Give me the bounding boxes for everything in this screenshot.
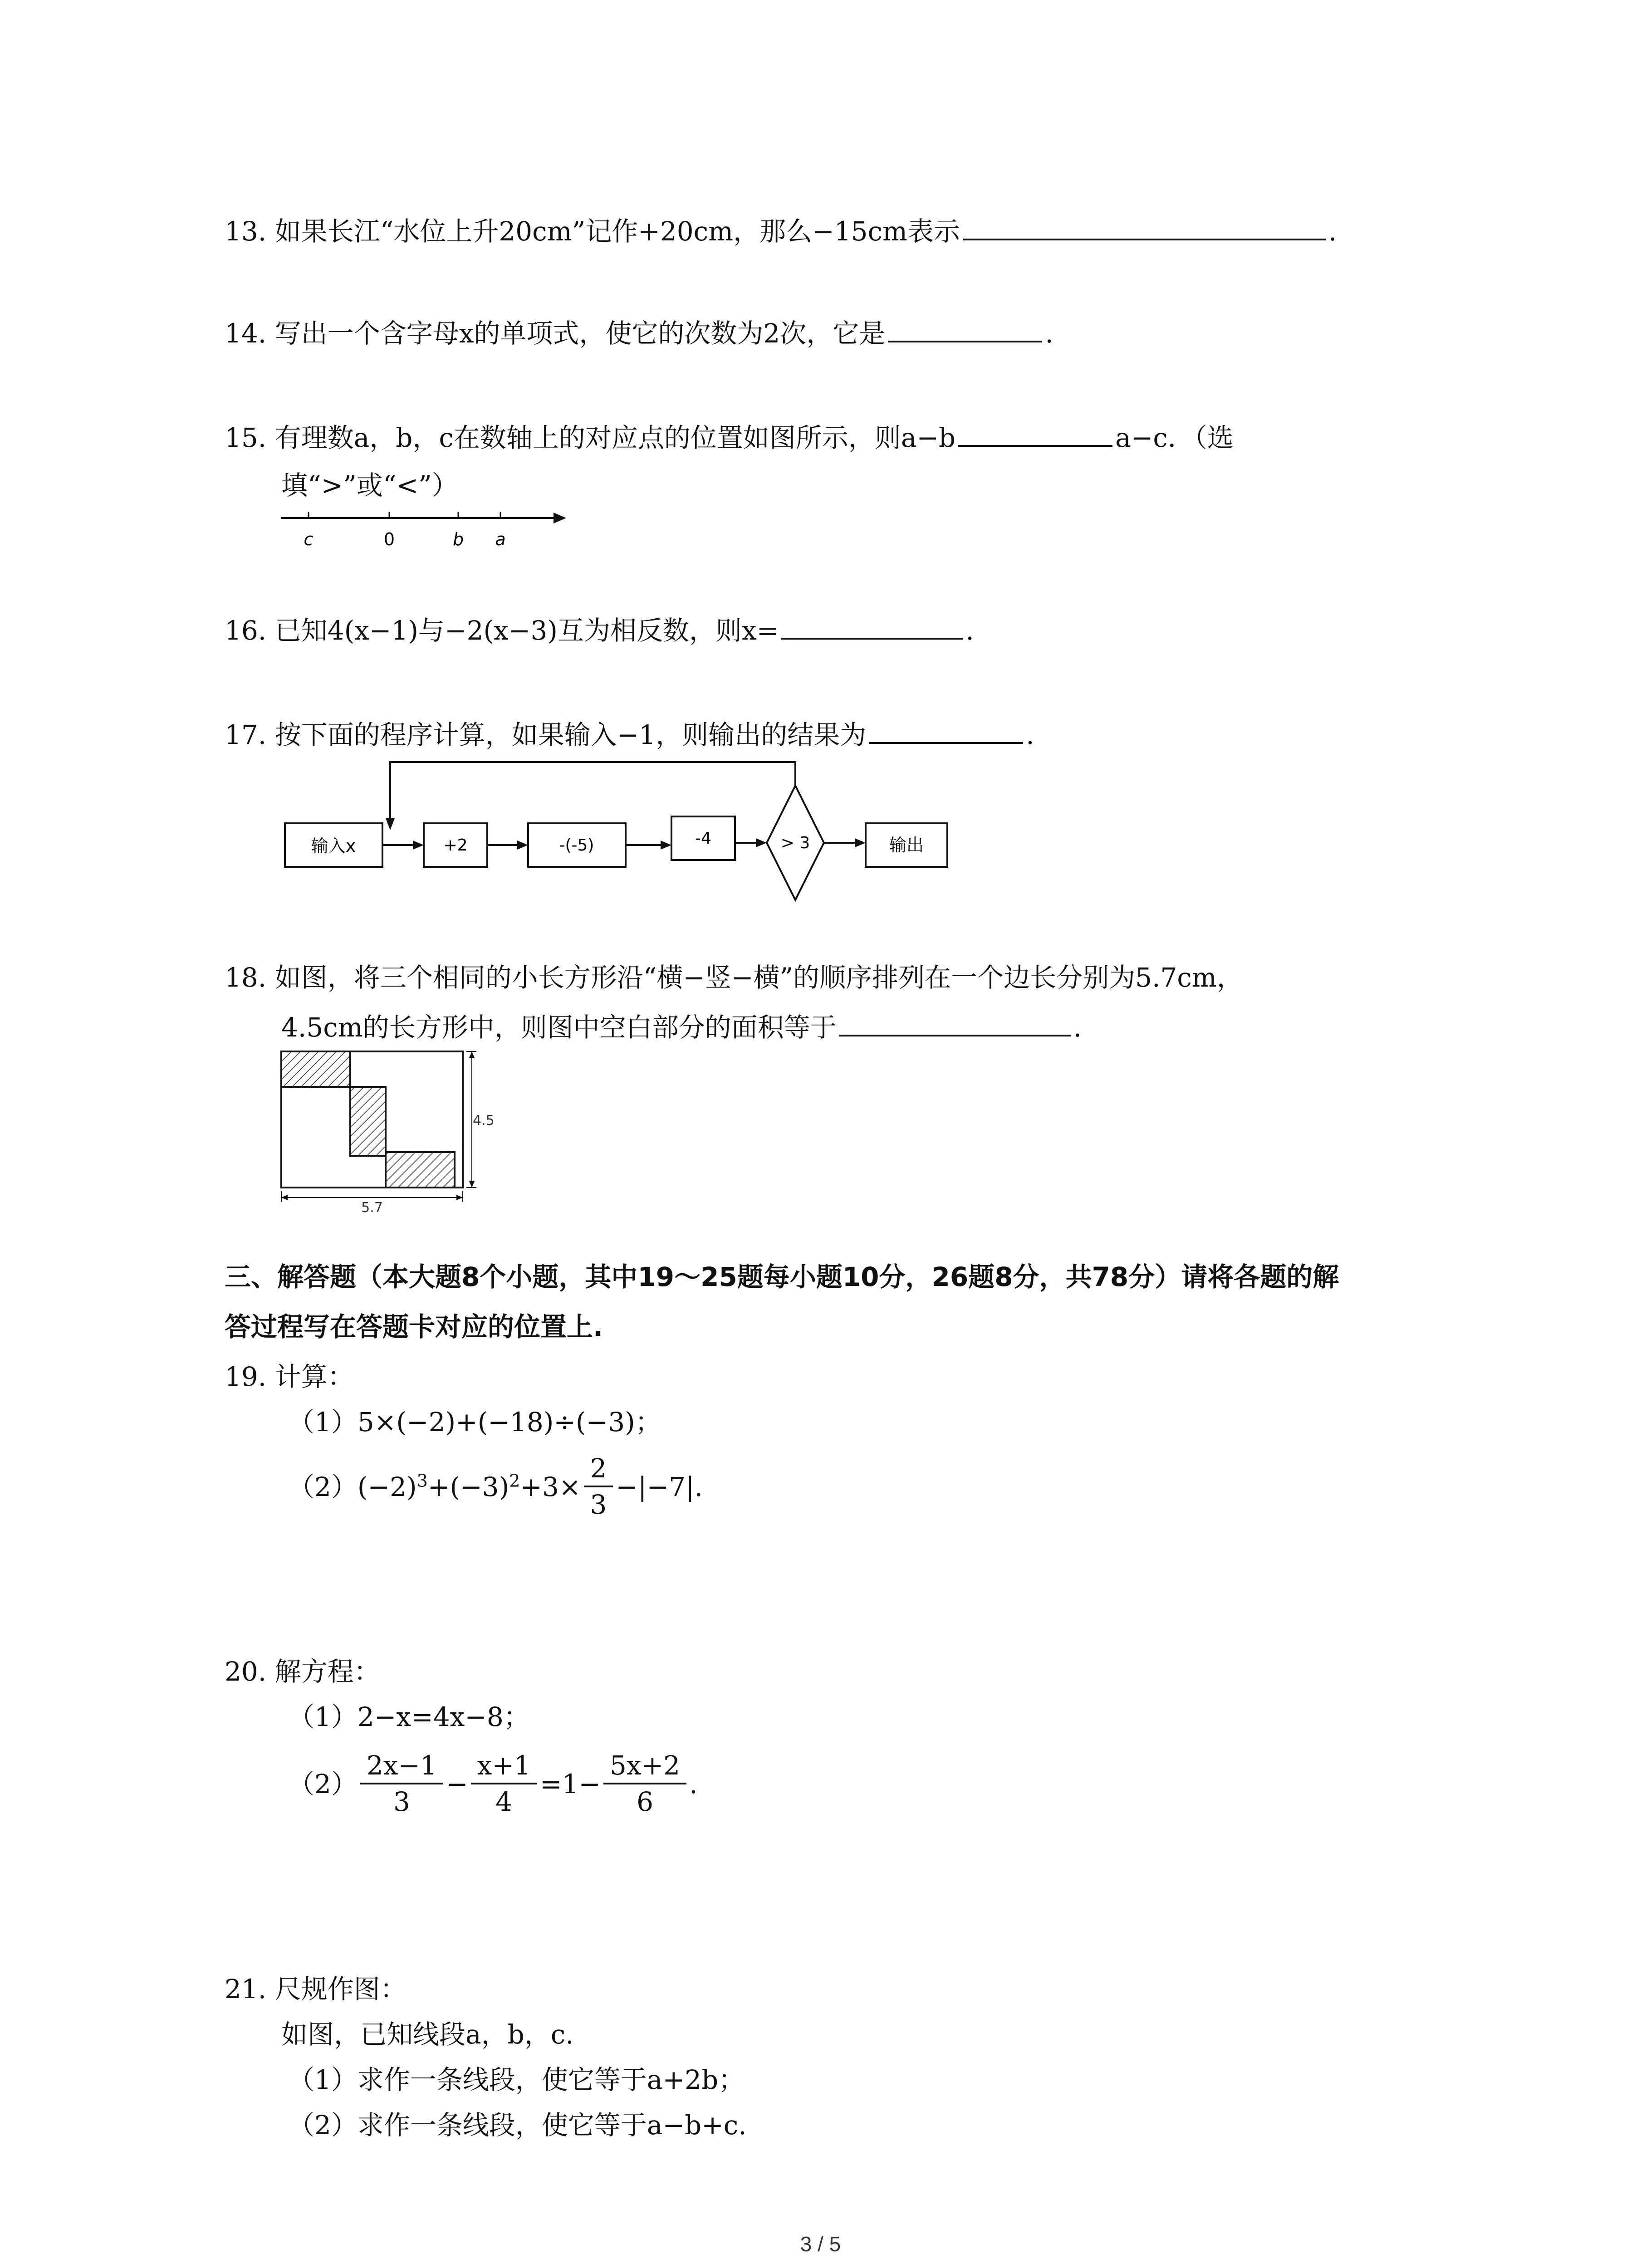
small-rect-vertical [350,1087,386,1156]
q15-text: 有理数a，b，c在数轴上的对应点的位置如图所示，则a−b [274,422,956,453]
q19-title: 计算： [274,1361,354,1392]
q15-answer-blank[interactable] [958,420,1112,447]
flow-step2-label: -(-5) [559,836,594,855]
rectangle-figure [277,1048,495,1216]
q20-title: 解方程： [274,1656,380,1687]
width-dimension-label: 5.7 [361,1200,383,1216]
q17-answer-blank[interactable] [869,717,1023,744]
q19-number: 19. [225,1361,267,1392]
q18-answer-blank[interactable] [839,1009,1071,1036]
question-16 [225,612,974,649]
question-21 [225,1971,407,2007]
q14-text: 写出一个含字母x的单项式，使它的次数为2次，它是 [274,318,886,349]
feedback-loop-line [390,762,795,819]
q16-answer-blank[interactable] [781,612,963,640]
question-19 [225,1359,354,1395]
flow-arrow-icon [855,838,866,847]
q20-fraction-3: $\frac{5x+2}{6}$ [603,1748,686,1819]
axis-label-0: 0 [383,529,395,549]
flow-arrow-icon [661,841,671,850]
q18-line2 [281,1009,1082,1046]
q17-text: 按下面的程序计算，如果输入−1，则输出的结果为 [274,719,867,750]
flow-arrow-icon [413,841,424,850]
q20-part2: （2） $\frac{2x-1}{3}$ − $\frac{x+1}{4}$ =1− $\frac{5x+2}{6}$ . [288,1751,698,1822]
section-3-heading-line2: 答过程写在答题卡对应的位置上. [225,1311,603,1342]
small-rect-horizontal-top [281,1051,350,1087]
question-17 [225,717,1034,753]
flow-arrow-icon [756,838,767,847]
q13-text: 如果长江“水位上升20cm”记作+20cm，那么−15cm表示 [274,216,960,247]
q18-line2-text: 4.5cm的长方形中，则图中空白部分的面积等于 [281,1012,837,1043]
flow-arrow-icon [517,841,528,850]
flow-step3-label: -4 [695,829,711,848]
height-dimension-label: 4.5 [473,1113,495,1129]
number-line-figure [281,508,572,558]
page-number: 3 / 5 [800,2232,841,2256]
flow-input-label: 输入x [311,836,356,856]
small-rect-horizontal-bottom [386,1152,455,1188]
q20-part1: （1）2−x=4x−8； [288,1701,530,1732]
question-20 [225,1653,380,1690]
question-14 [225,315,1053,352]
q14-period: . [1045,318,1053,349]
axis-label-b: b [452,529,464,549]
q18-period: . [1073,1012,1082,1043]
axis-label-a: a [495,529,506,549]
q21-title: 尺规作图： [274,1974,407,2004]
q15-line2: 填“>”或“<”） [281,470,458,501]
q14-number: 14. [225,318,267,349]
question-15 [225,420,1234,456]
q21-part2: （2）求作一条线段，使它等于a−b+c. [288,2110,747,2141]
q18-text: 如图，将三个相同的小长方形沿“横−竖−横”的顺序排列在一个边长分别为5.7cm， [274,962,1243,993]
q21-number: 21. [225,1974,267,2004]
flow-step1-label: +2 [443,836,468,855]
feedback-arrow-icon [386,818,395,830]
number-line-arrow-icon [554,513,566,523]
q17-period: . [1026,719,1034,750]
q15-number: 15. [225,422,267,453]
flowchart [281,758,962,903]
q20-fraction-2: $\frac{x+1}{4}$ [471,1748,537,1819]
q15-text-after: a−c．（选 [1115,422,1234,453]
q18-number: 18. [225,962,267,993]
flow-output-label: 输出 [889,835,924,855]
q16-number: 16. [225,615,267,646]
section-3-heading-line1: 三、解答题（本大题8个小题，其中19～25题每小题10分，26题8分，共78分）请将各题的解 [225,1261,1339,1292]
q13-number: 13. [225,216,267,247]
q14-answer-blank[interactable] [888,315,1042,342]
q16-text: 已知4(x−1)与−2(x−3)互为相反数，则x= [274,615,779,646]
q16-period: . [965,615,974,646]
flow-condition-label: > 3 [780,834,810,852]
q17-number: 17. [225,719,267,750]
q20-number: 20. [225,1656,267,1687]
q13-answer-blank[interactable] [963,213,1326,240]
question-13 [225,213,1337,249]
q19-part1: （1）5×(−2)+(−18)÷(−3)； [288,1407,661,1437]
q13-period: . [1328,216,1337,247]
q21-part1: （1）求作一条线段，使它等于a+2b； [288,2064,745,2095]
q19-part2: $(2)(-2)^3+(-3)^2+3\times$ $\frac{2}{3}$ −|−7|. [288,1454,703,1525]
q19-fraction: $\frac{2}{3}$ [584,1451,613,1522]
q21-intro: 如图，已知线段a，b，c. [281,2019,574,2050]
question-18 [225,959,1243,996]
axis-label-c: c [304,529,314,549]
q20-fraction-1: $\frac{2x-1}{3}$ [360,1748,443,1819]
